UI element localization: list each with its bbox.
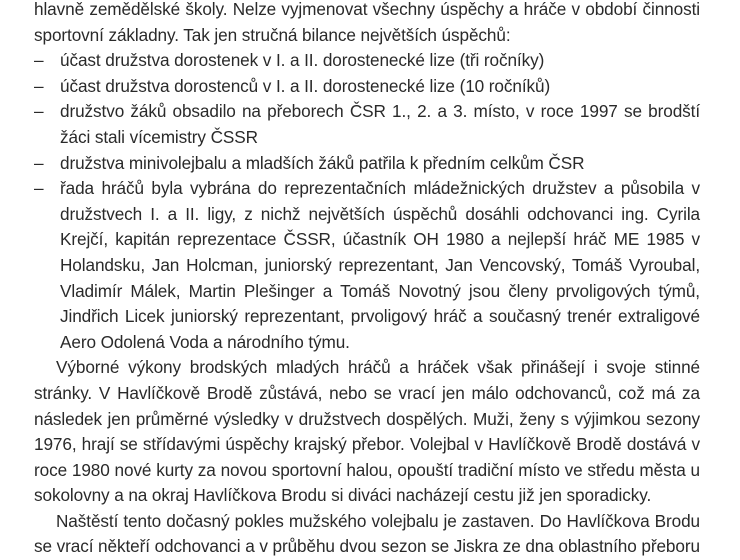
list-item xyxy=(34,48,700,74)
list-item-text: účast družstva dorostenců v I. a II. dorostenecké lize (10 ročníků) xyxy=(60,75,551,96)
list-item xyxy=(34,74,700,100)
opening-paragraph: hlavně zemědělské školy. Nelze vyjmenovat všechny úspěchy a hráče v období činnosti sportovní základny. Tak jen stručná bilance největších úspěchů: xyxy=(34,0,700,45)
list-item-text: družstva minivolejbalu a mladších žáků patřila k předním celkům ČSR xyxy=(60,152,585,173)
paragraph-revival: Naštěstí tento dočasný pokles mužského volejbalu je zastaven. Do Havlíčkova Brodu se vrací někteří odchovanci a v průběhu dvou sezon se Jiskra ze dna oblastního přeboru xyxy=(34,510,700,557)
list-item xyxy=(34,151,700,177)
list-item-text: družstvo žáků obsadilo na přeborech ČSR 1., 2. a 3. místo, v roce 1997 se brodští žáci stali vícemistry ČSSR xyxy=(60,101,700,147)
dash-bullet: – xyxy=(34,50,44,71)
dash-bullet: – xyxy=(34,178,44,199)
dash-bullet: – xyxy=(34,152,44,173)
list-item-text: řada hráčů byla vybrána do reprezentačních mládežnických družstev a působila v družstvech I. a II. ligy, z nichž největších úspěchů dosáhli odchovanci ing. Cyrila Krejčí, kapitán reprezentace ČSSR, účastník OH 1980 a nejlepší hráč ME 1985 v Holandsku, Jan Holcman, juniorský reprezentant, Jan Vencovský, Tomáš Vyroubal, Vladimír Málek, Martin Plešinger a Tomáš Novotný jsou členy prvoligových týmů, Jindřich Licek juniorský reprezentant, prvoligový hráč a současný trenér extraligové Aero Odolená Voda a národního týmu. xyxy=(60,178,700,352)
list-item xyxy=(34,99,700,150)
list-item-text: účast družstva dorostenek v I. a II. dorostenecké lize (tři ročníky) xyxy=(60,50,545,71)
achievements-list xyxy=(34,48,700,355)
list-item xyxy=(34,176,700,355)
dash-bullet: – xyxy=(34,75,44,96)
document-body xyxy=(34,0,700,560)
paragraph-shadow-sides: Výborné výkony brodských mladých hráčů a hráček však přinášejí i svoje stinné stránky. V Havlíčkově Brodě zůstává, nebo se vrací jen málo odchovanců, což má za následek jen průměrné výsledky v družstvech dospělých. Muži, ženy s výjimkou sezony 1976, hrají se střídavými úspěchy krajský přebor. Volejbal v Havlíčkově Brodě dostává v roce 1980 nové kurty za novou sportovní halou, opouští tradiční místo ve středu města u sokolovny a na okraj Havlíčkova Brodu si diváci nacházejí cestu již jen sporadicky. xyxy=(34,357,700,506)
dash-bullet: – xyxy=(34,101,44,122)
